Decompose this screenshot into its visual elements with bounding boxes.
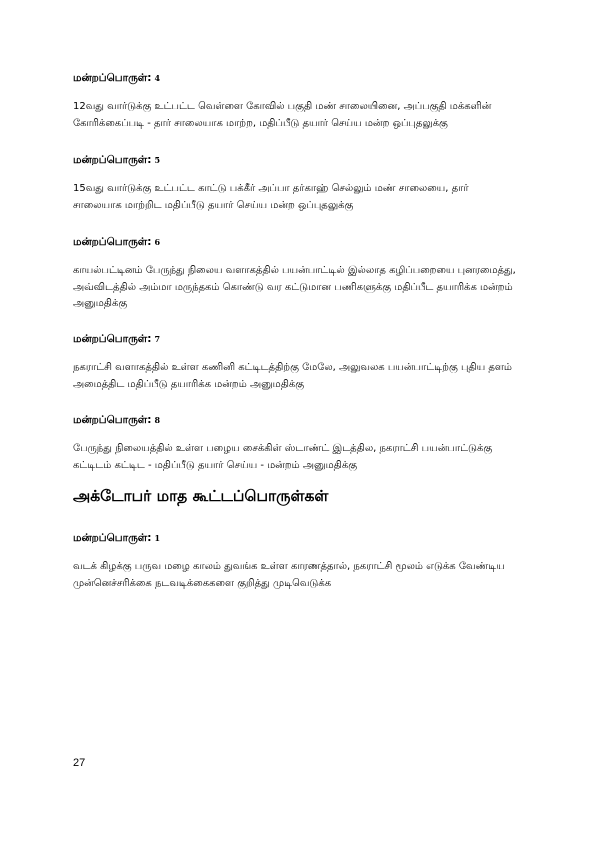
resolution-text: வடக் கிழக்கு பருவ மழை காலம் துவங்க உள்ள காரணத்தால், நகராட்சி மூலம் எடுக்க வேண்டிய முன்னெச்சரிக்கை நடவடிக்கைகளை குறித்து முடிவெடுக்க — [73, 561, 505, 589]
resolution-number: 8 — [154, 415, 161, 425]
resolution-block — [73, 154, 533, 214]
resolution-block — [73, 532, 533, 592]
page-number: 27 — [73, 757, 86, 769]
resolution-heading: மன்றப்பொருள்: 7 — [73, 333, 161, 345]
resolution-heading: மன்றப்பொருள்: 4 — [73, 72, 161, 84]
resolution-number: 7 — [154, 334, 161, 344]
resolution-heading: மன்றப்பொருள்: 5 — [73, 154, 161, 166]
resolution-text: 15வது வார்டுக்கு உட்பட்ட காட்டு பக்கீர் அப்பா தர்காஹ் செல்லும் மண் சாலையை, தார் சாலையாக மாற்றிட மதிப்பீடு தயார் செய்ய மன்ற ஒப்புதலுக்கு — [73, 183, 469, 211]
resolution-text: நகராட்சி வளாகத்தில் உள்ள கணினி கட்டிடத்திற்கு மேலே, அலுவலக பயன்பாட்டிற்கு புதிய தளம் அமைத்திட மதிப்பீடு தயாரிக்க மன்றம் அனுமதிக்கு — [73, 362, 512, 390]
resolution-heading: மன்றப்பொருள்: 6 — [73, 236, 161, 248]
resolution-number: 5 — [154, 155, 161, 165]
resolution-text: 12வது வார்டுக்கு உட்பட்ட வெள்ளை கோவில் பகுதி மண் சாலையினை, அப்பகுதி மக்களின் கோரிக்கைப்படி - தார் சாலையாக மாற்ற, மதிப்பீடு தயார் செய்ய மன்ற ஒப்புதலுக்கு — [73, 101, 492, 129]
resolution-block — [73, 414, 533, 474]
resolution-text: காயல்பட்டினம் பேருந்து நிலைய வளாகத்தில் பயன்பாட்டில் இல்லாத கழிப்பறையை புனரமைத்து, அவ்விடத்தில் அம்மா மருந்தகம் கொண்டு வர கட்டுமான பணிகளுக்கு மதிப்பீட தயாரிக்க மன்றம் அனுமதிக்கு — [73, 265, 516, 309]
resolution-heading: மன்றப்பொருள்: 1 — [73, 532, 161, 544]
resolution-number: 4 — [154, 73, 161, 83]
resolution-text: பேருந்து நிலையத்தில் உள்ள பழைய சைக்கிள் ஸ்டாண்ட் இடத்தில, நகராட்சி பயன்பாட்டுக்கு கட்டிடம் கட்டிட - மதிப்பீடு தயார் செய்ய - மன்றம் அனுமதிக்கு — [73, 443, 493, 471]
section-title: அக்டோபர் மாத கூட்டப்பொருள்கள் — [73, 487, 329, 505]
resolution-number: 6 — [154, 237, 161, 247]
resolution-block — [73, 236, 533, 313]
resolution-number: 1 — [154, 533, 161, 543]
resolution-block — [73, 333, 533, 393]
resolution-block — [73, 72, 533, 132]
resolution-heading: மன்றப்பொருள்: 8 — [73, 414, 161, 426]
